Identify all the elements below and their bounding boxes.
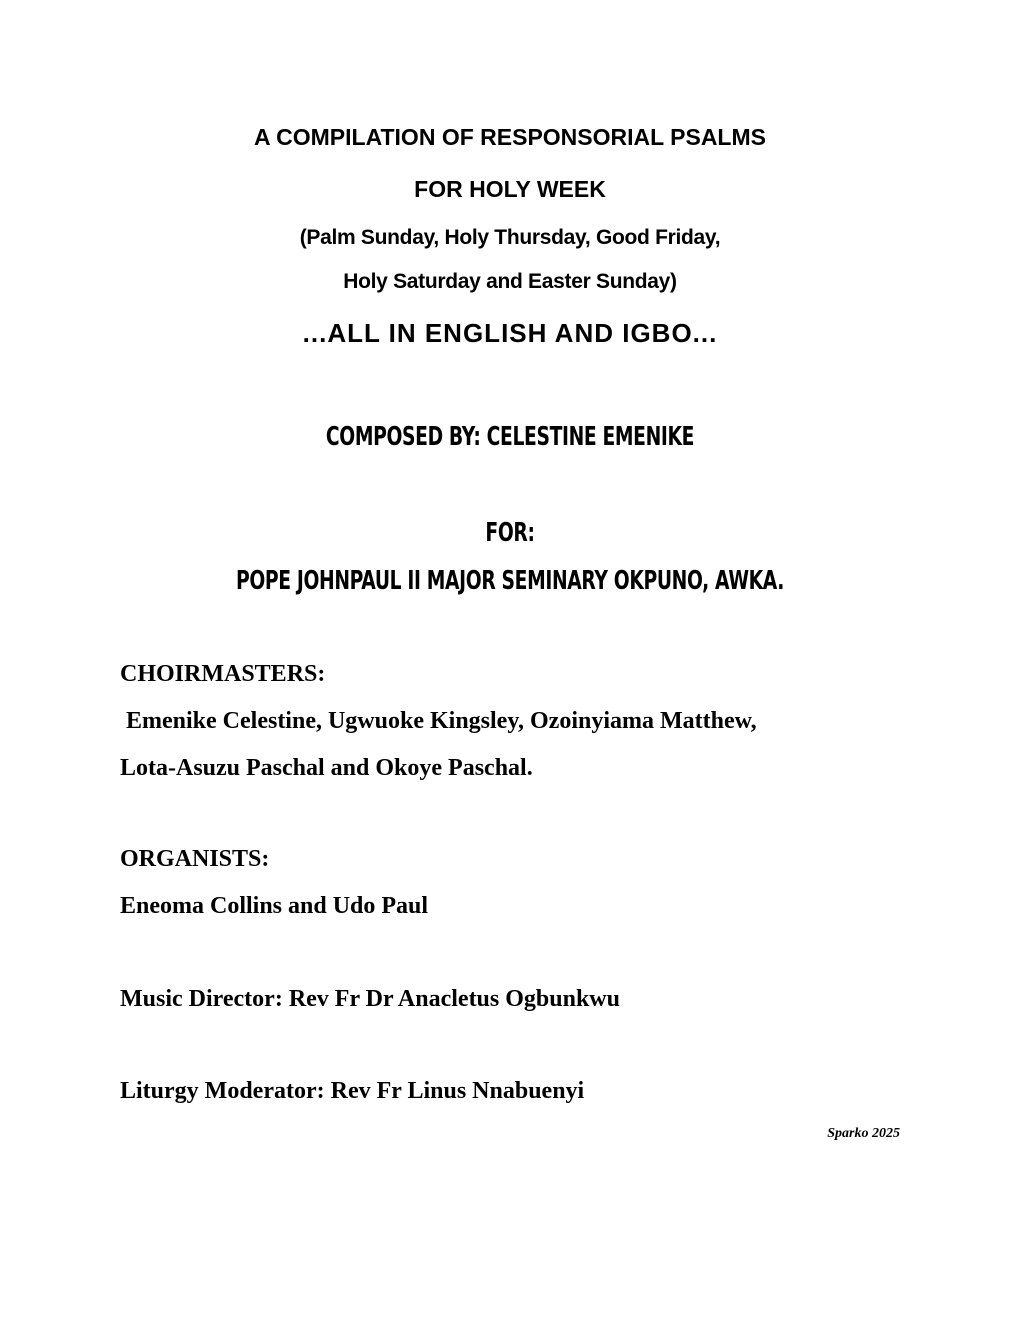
institution-name: POPE JOHNPAUL II MAJOR SEMINARY OKPUNO, AWKA. [236, 566, 784, 596]
for-label: FOR: [485, 518, 535, 548]
title-line-2: FOR HOLY WEEK [414, 176, 606, 202]
choirmasters-heading: CHOIRMASTERS: [120, 661, 326, 687]
title-line-4: Holy Saturday and Easter Sunday) [343, 270, 677, 293]
organists-names: Eneoma Collins and Udo Paul [120, 893, 429, 919]
title-line-1: A COMPILATION OF RESPONSORIAL PSALMS [254, 124, 766, 150]
choirmasters-names-line-2: Lota-Asuzu Paschal and Okoye Paschal. [120, 755, 533, 781]
liturgy-moderator: Liturgy Moderator: Rev Fr Linus Nnabuenyi [120, 1078, 585, 1104]
title-line-5: ...ALL IN ENGLISH AND IGBO... [302, 318, 718, 348]
music-director: Music Director: Rev Fr Dr Anacletus Ogbunkwu [120, 986, 620, 1012]
title-line-3: (Palm Sunday, Holy Thursday, Good Friday, [299, 226, 721, 249]
signature: Sparko 2025 [827, 1126, 900, 1141]
composed-by: COMPOSED BY: CELESTINE EMENIKE [325, 422, 695, 452]
organists-heading: ORGANISTS: [120, 846, 270, 872]
choirmasters-names-line-1: Emenike Celestine, Ugwuoke Kingsley, Ozoinyiama Matthew, [120, 708, 757, 734]
